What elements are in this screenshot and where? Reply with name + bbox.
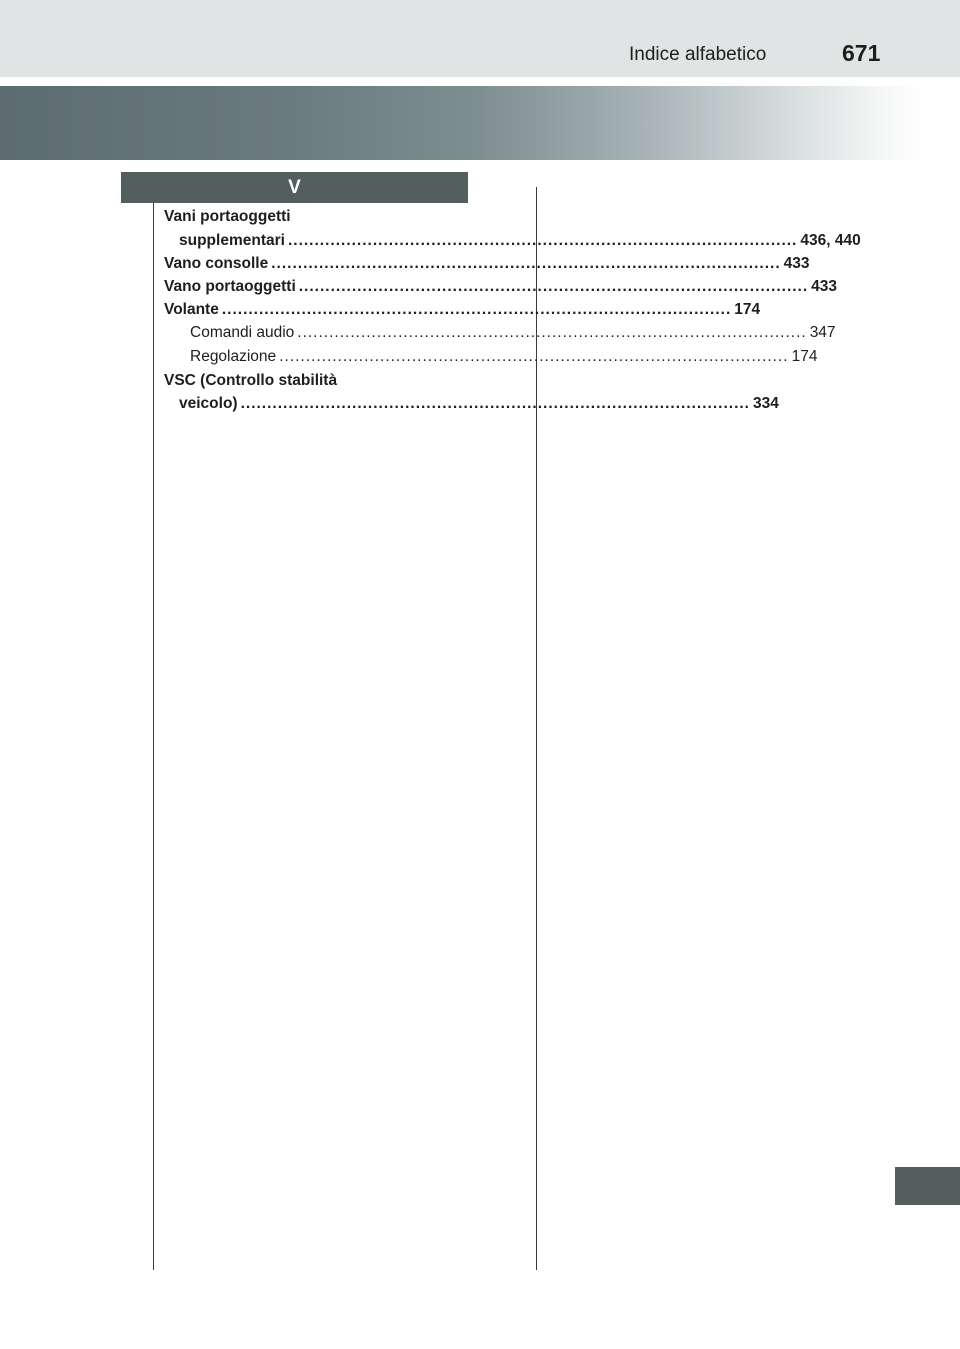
index-entry-text: VSC (Controllo stabilità (164, 372, 338, 389)
dot-leader: ................................................................................................ (240, 395, 750, 412)
index-entry-page: 347 (809, 324, 836, 341)
dot-leader: ................................................................................................ (221, 301, 732, 318)
index-entry (164, 301, 761, 319)
page-number: 671 (842, 40, 881, 66)
index-entry-page: 174 (734, 301, 761, 318)
index-entry-text: Volante (164, 301, 219, 318)
section-letter-header (121, 172, 468, 203)
index-entry-text: Vani portaoggetti (164, 208, 291, 225)
dot-leader: ................................................................................................ (279, 348, 789, 365)
index-subentry (190, 324, 836, 342)
index-entry (179, 395, 779, 413)
index-entry-page: 334 (753, 395, 779, 412)
page-header-title: Indice alfabetico (629, 44, 767, 65)
index-entry-page: 433 (811, 278, 838, 295)
index-subentry (190, 348, 818, 366)
header-strip (0, 0, 960, 77)
column-rule-left (153, 203, 154, 1270)
index-entry (179, 232, 861, 250)
index-entry (164, 278, 838, 296)
index-entry-text: supplementari (179, 232, 285, 249)
index-entry-text: Vano consolle (164, 255, 269, 272)
index-entry-text: veicolo) (179, 395, 238, 412)
index-entry-page: 436, 440 (800, 232, 861, 249)
chapter-side-tab (895, 1167, 960, 1205)
dot-leader: ................................................................................................ (271, 255, 781, 272)
index-entry-text: Regolazione (190, 348, 277, 365)
index-entry-page: 174 (791, 348, 818, 365)
dot-leader: ................................................................................................ (297, 324, 807, 341)
index-entry (164, 255, 810, 273)
section-letter: V (288, 176, 301, 198)
decorative-gradient-band (0, 86, 960, 160)
index-entry-text: Comandi audio (190, 324, 295, 341)
index-entry-text: Vano portaoggetti (164, 278, 296, 295)
dot-leader: ................................................................................................ (298, 278, 809, 295)
dot-leader: ................................................................................................ (287, 232, 798, 249)
index-entry (164, 372, 467, 390)
index-entry-page: 433 (783, 255, 810, 272)
index-entry (164, 208, 467, 226)
